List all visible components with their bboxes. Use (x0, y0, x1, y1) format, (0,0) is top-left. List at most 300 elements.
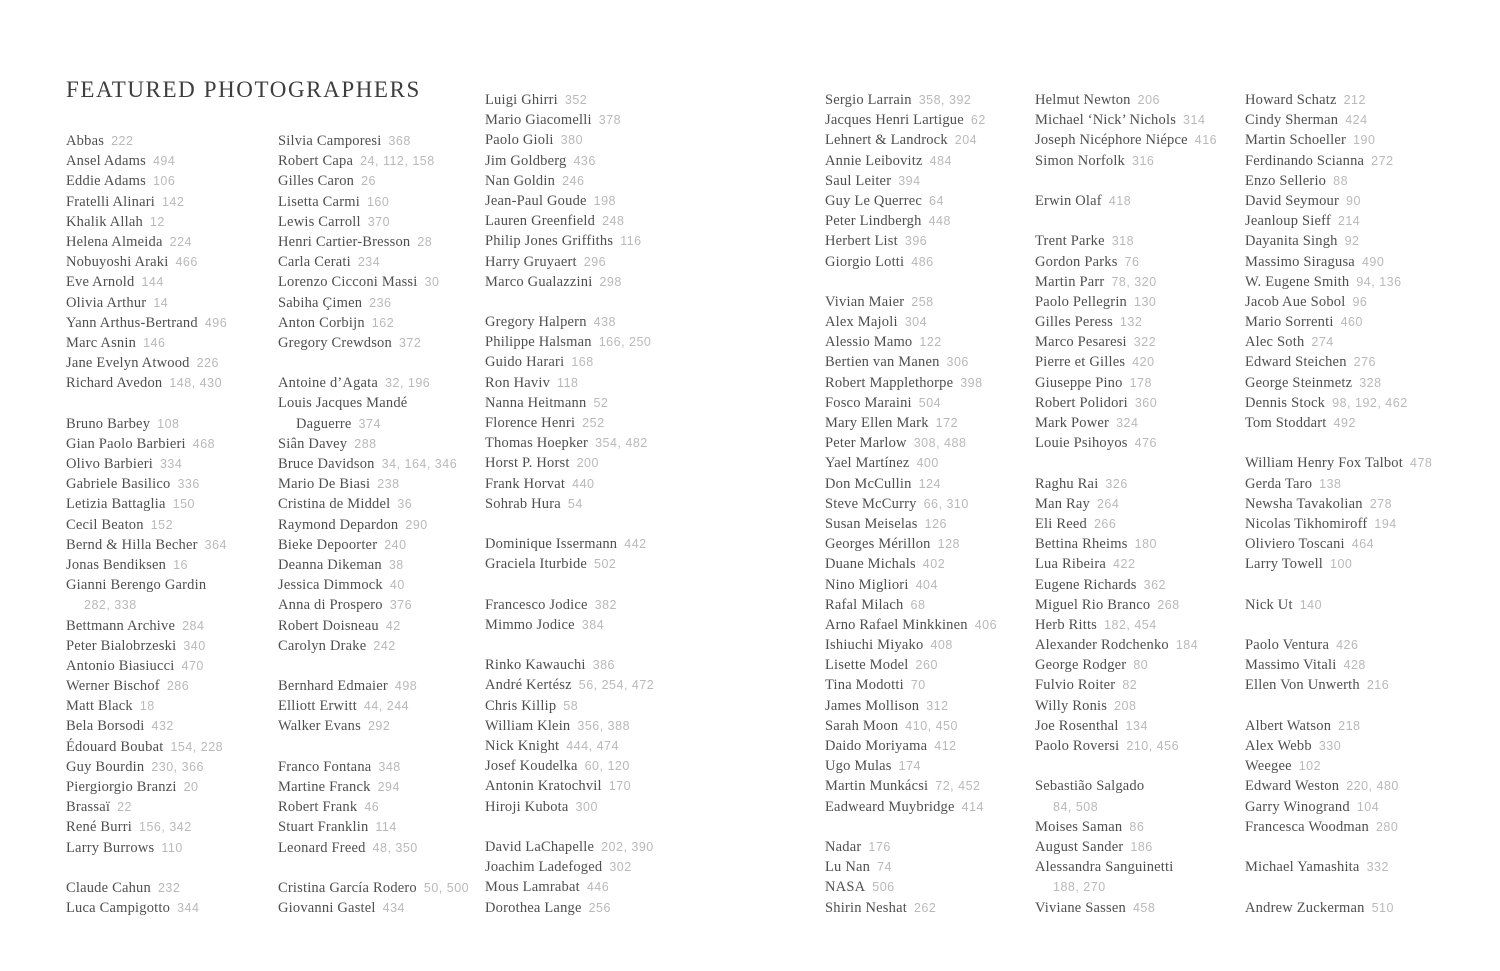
index-entry (485, 90, 654, 110)
page-numbers: 60, 120 (584, 759, 630, 774)
index-entry (1035, 716, 1217, 736)
page-numbers: 234 (357, 255, 381, 270)
index-entry (1245, 534, 1432, 554)
index-entry (485, 898, 654, 918)
page-numbers: 178 (1129, 375, 1152, 390)
page-numbers: 72, 452 (935, 779, 981, 794)
photographer-name: Massimo Siragusa (1245, 253, 1355, 270)
page-numbers: 406 (974, 617, 998, 632)
index-entry (278, 757, 469, 777)
page-numbers: 96 (1352, 294, 1368, 309)
page-numbers: 368 (388, 134, 411, 148)
page-numbers: 94, 136 (1356, 274, 1402, 289)
index-entry (825, 413, 997, 433)
index-entry (66, 454, 227, 474)
photographer-name: Gerda Taro (1245, 475, 1313, 492)
page-numbers: 278 (1369, 496, 1393, 511)
page-numbers: 470 (181, 658, 204, 673)
index-entry (1245, 332, 1432, 352)
index-entry (66, 192, 227, 212)
index-entry (66, 757, 227, 777)
photographer-name: Joseph Nicéphore Niépce (1035, 132, 1188, 149)
page-numbers: 34, 164, 346 (381, 457, 458, 471)
page-numbers: 336 (177, 477, 200, 492)
page-numbers: 492 (1333, 416, 1356, 430)
page-numbers: 404 (915, 577, 938, 592)
alphabet-group (66, 131, 227, 393)
photographer-name: Anton Corbijn (278, 314, 365, 331)
page-numbers: 222 (111, 134, 134, 148)
photographer-name: Sohrab Hura (485, 495, 561, 512)
page-numbers: 468 (192, 436, 216, 451)
photographer-name: Cristina García Rodero (278, 879, 417, 896)
photographer-name: Enzo Sellerio (1245, 172, 1327, 189)
page-numbers: 440 (572, 476, 595, 491)
index-entry (1245, 474, 1432, 494)
page-numbers: 272 (1371, 153, 1394, 168)
index-entry (825, 655, 997, 675)
photographer-name: Viviane Sassen (1035, 899, 1126, 916)
page-numbers: 396 (904, 234, 928, 249)
page-numbers: 180 (1134, 537, 1157, 552)
index-entry (1245, 675, 1432, 695)
index-entry (825, 90, 997, 110)
index-entry (66, 252, 227, 272)
page-numbers: 354, 482 (595, 436, 648, 451)
page-numbers: 496 (204, 315, 228, 330)
index-entry (485, 130, 654, 150)
photographer-name: Eadweard Muybridge (825, 798, 955, 815)
page-numbers: 230, 366 (151, 759, 204, 774)
photographer-name: Joachim Ladefoged (485, 859, 603, 876)
index-entry (66, 777, 227, 797)
index-entry (1245, 736, 1432, 756)
index-entry (1035, 534, 1217, 554)
photographer-name: Dominique Issermann (485, 536, 618, 553)
photographer-name: Eddie Adams (66, 173, 146, 190)
photographer-name: Willy Ronis (1035, 697, 1108, 714)
photographer-name: Bruce Davidson (278, 456, 375, 472)
index-entry (825, 877, 997, 897)
page-numbers: 386 (592, 658, 616, 673)
photographer-name: Fosco Maraini (825, 394, 912, 411)
photographer-name: William Klein (485, 717, 571, 734)
photographer-name: Giorgio Lotti (825, 253, 905, 270)
page-numbers: 188, 270 (1053, 880, 1106, 895)
page-numbers: 256 (588, 900, 611, 915)
index-entry (66, 353, 227, 373)
page-numbers: 242 (373, 638, 396, 653)
photographer-name: Louie Psihoyos (1035, 435, 1128, 452)
photographer-name: George Steinmetz (1245, 374, 1353, 391)
photographer-name: Gian Paolo Barbieri (66, 435, 186, 452)
index-entry (278, 878, 469, 898)
page-numbers: 432 (151, 719, 174, 734)
photographer-name: Jessica Dimmock (278, 577, 383, 594)
page-numbers: 186 (1130, 839, 1153, 854)
photographer-name: Fulvio Roiter (1035, 677, 1116, 694)
page-numbers: 108 (157, 416, 180, 431)
page-numbers: 330 (1318, 739, 1342, 753)
photographer-name: Alex Majoli (825, 314, 898, 331)
index-entry (278, 817, 469, 837)
photographer-name: Bela Borsodi (66, 718, 145, 735)
page-numbers: 216 (1366, 678, 1390, 693)
photographer-name: Bettina Rheims (1035, 536, 1128, 553)
index-entry (825, 675, 997, 695)
page-numbers: 260 (915, 658, 938, 673)
page-numbers: 356, 388 (577, 718, 631, 733)
photographer-name: Eli Reed (1035, 515, 1087, 532)
page-numbers: 306 (946, 355, 969, 370)
alphabet-group (825, 837, 997, 918)
photographer-name: Dennis Stock (1245, 394, 1326, 411)
page-numbers: 292 (367, 719, 391, 734)
index-entry (278, 232, 469, 252)
photographer-name: Hiroji Kubota (485, 798, 569, 815)
page-numbers: 374 (358, 416, 381, 431)
page-numbers: 122 (919, 335, 942, 350)
photographer-name: Louis Jacques Mandé (278, 395, 408, 412)
index-entry (825, 898, 997, 918)
photographer-name: Martin Schoeller (1245, 132, 1347, 149)
index-entry (278, 454, 469, 474)
page-numbers: 416 (1194, 133, 1218, 148)
photographer-name: Guy Bourdin (66, 758, 145, 775)
page-numbers: 332 (1366, 860, 1389, 875)
index-entry (278, 393, 469, 433)
photographer-name: Weegee (1245, 758, 1292, 775)
index-column-4 (825, 90, 997, 938)
photographer-name: Abbas (66, 133, 105, 149)
page-numbers: 312 (926, 698, 949, 713)
index-entry (278, 313, 469, 333)
alphabet-group (1245, 857, 1432, 877)
index-entry (1035, 130, 1217, 150)
index-entry (66, 555, 227, 575)
index-entry (66, 131, 227, 151)
photographer-name: Edward Weston (1245, 778, 1340, 795)
photographer-name: Helena Almeida (66, 233, 163, 250)
photographer-name: Peter Bialobrzeski (66, 637, 177, 654)
page-numbers: 214 (1337, 214, 1361, 229)
photographer-name: Carla Cerati (278, 254, 351, 271)
page-numbers: 394 (898, 173, 921, 188)
photographer-name: Vivian Maier (825, 293, 905, 310)
page-numbers: 264 (1096, 496, 1120, 511)
index-entry (825, 151, 997, 171)
alphabet-group (1035, 776, 1217, 917)
photographer-name: Raghu Rai (1035, 475, 1099, 492)
photographer-name: Gregory Halpern (485, 314, 587, 331)
index-entry (485, 171, 654, 191)
photographer-name: George Rodger (1035, 657, 1127, 674)
photographer-name: Nick Ut (1245, 596, 1293, 613)
index-entry (278, 797, 469, 817)
page-numbers: 352 (564, 93, 588, 107)
index-entry (278, 555, 469, 575)
page-numbers: 138 (1319, 476, 1342, 491)
photographer-name: Steve McCurry (825, 495, 917, 512)
page-numbers: 478 (1410, 456, 1433, 471)
page-numbers: 100 (1330, 557, 1353, 572)
photographer-name: Dorothea Lange (485, 899, 582, 916)
page-numbers: 252 (582, 416, 605, 430)
page-numbers: 28 (417, 234, 433, 249)
index-entry (1035, 514, 1217, 534)
index-entry (1245, 252, 1432, 272)
photographer-name: Lisetta Carmi (278, 193, 360, 210)
photographer-name: Horst P. Horst (485, 455, 570, 472)
page-numbers: 202, 390 (601, 839, 654, 854)
page-numbers: 154, 228 (170, 739, 224, 754)
photographer-name: Piergiorgio Branzi (66, 779, 177, 795)
photographer-name: Michael Yamashita (1245, 859, 1360, 876)
index-entry (485, 352, 654, 372)
photographer-name: Rafal Milach (825, 596, 904, 613)
index-entry (278, 777, 469, 797)
alphabet-group (278, 676, 469, 737)
page-numbers: 296 (583, 254, 607, 269)
page-numbers: 78, 320 (1111, 274, 1157, 289)
index-entry (1245, 272, 1432, 292)
photographer-name: NASA (825, 879, 866, 896)
index-entry (1035, 292, 1217, 312)
photographer-name: Ferdinando Scianna (1245, 152, 1365, 169)
photographer-name: Jacques Henri Lartigue (825, 112, 964, 129)
index-entry (485, 252, 654, 272)
photographer-name: Marco Pesaresi (1035, 334, 1127, 351)
index-entry (1035, 857, 1217, 897)
index-entry (1245, 393, 1432, 413)
photographer-name: Lu Nan (825, 859, 871, 876)
index-entry (1035, 231, 1217, 251)
page-numbers: 80 (1133, 658, 1149, 673)
page-numbers: 76 (1124, 254, 1140, 269)
page-numbers: 194 (1374, 516, 1397, 531)
index-entry (1035, 252, 1217, 272)
photographer-name: August Sander (1035, 838, 1124, 855)
index-entry (1035, 575, 1217, 595)
index-entry (825, 837, 997, 857)
index-entry (485, 756, 654, 776)
photographer-name: Antoine d’Agata (278, 375, 379, 392)
index-entry (66, 636, 227, 656)
page-numbers: 152 (150, 517, 174, 532)
page-numbers: 170 (608, 779, 632, 794)
index-entry (66, 414, 227, 434)
alphabet-group (1245, 595, 1432, 615)
alphabet-group (278, 373, 469, 656)
photographer-name: Andrew Zuckerman (1245, 899, 1365, 916)
page-numbers: 92 (1344, 234, 1360, 249)
index-entry (1035, 655, 1217, 675)
photographer-name: Harry Gruyaert (485, 253, 577, 270)
photographer-name: Richard Avedon (66, 375, 163, 392)
alphabet-group (485, 837, 654, 918)
index-entry (1035, 736, 1217, 756)
photographer-name: Massimo Vitali (1245, 657, 1337, 674)
page-numbers: 412 (934, 739, 957, 753)
page-numbers: 444, 474 (566, 739, 619, 753)
photographer-name: Miguel Rio Branco (1035, 596, 1151, 613)
index-entry (485, 615, 654, 635)
photographer-name: Ugo Mulas (825, 758, 892, 775)
page-numbers: 166, 250 (598, 335, 652, 350)
index-entry (825, 453, 997, 473)
index-entry (485, 554, 654, 574)
page-numbers: 288 (354, 436, 377, 451)
photographer-name: André Kertész (485, 677, 572, 694)
page-numbers: 224 (169, 234, 192, 249)
index-entry (485, 797, 654, 817)
index-entry (1035, 615, 1217, 635)
index-entry (66, 474, 227, 494)
index-entry (66, 272, 227, 292)
photographer-name: Mous Lamrabat (485, 879, 580, 896)
photographer-name: Deanna Dikeman (278, 556, 382, 573)
index-entry (1245, 716, 1432, 736)
photographer-name: Jeanloup Sieff (1245, 213, 1331, 230)
page-numbers: 206 (1137, 93, 1160, 107)
page-numbers: 106 (152, 174, 176, 189)
page-numbers: 116 (620, 234, 642, 249)
photographer-name: Antonio Biasiucci (66, 657, 175, 674)
page-numbers: 258 (911, 294, 934, 309)
index-entry (278, 898, 469, 918)
index-entry (1035, 272, 1217, 292)
index-entry (1245, 857, 1432, 877)
page-numbers: 280 (1375, 819, 1399, 834)
page-numbers: 498 (394, 679, 418, 694)
page-numbers: 510 (1371, 900, 1394, 915)
photographer-name: Nino Migliori (825, 576, 909, 593)
photographer-name: Francesco Jodice (485, 596, 588, 613)
photographer-name: Cristina de Middel (278, 496, 391, 513)
page-numbers: 506 (872, 880, 895, 895)
page-numbers: 294 (377, 780, 400, 794)
alphabet-group (825, 292, 997, 817)
photographer-name: Larry Burrows (66, 839, 155, 856)
photographer-name: Frank Horvat (485, 475, 566, 492)
photographer-name: Peter Marlow (825, 435, 907, 452)
photographer-name: Gianni Berengo Gardin (66, 577, 207, 594)
page-numbers: 176 (868, 839, 891, 854)
alphabet-group (485, 534, 654, 574)
photographer-name: Stuart Franklin (278, 819, 369, 836)
page-numbers: 378 (598, 113, 622, 128)
index-entry (278, 151, 469, 171)
photographer-name: Mimmo Jodice (485, 616, 575, 633)
photographer-name: Matt Black (66, 698, 133, 715)
photographer-name: Rinko Kawauchi (485, 657, 586, 674)
page-numbers: 402 (922, 557, 946, 572)
photographer-name: Ron Haviv (485, 374, 551, 391)
photographer-name: Jacob Aue Sobol (1245, 293, 1346, 310)
index-entry (1245, 292, 1432, 312)
index-entry (278, 333, 469, 353)
index-entry (66, 616, 227, 636)
index-entry (825, 312, 997, 332)
photographer-name: Paolo Gioli (485, 132, 554, 149)
photographer-name: Bieke Depoorter (278, 536, 378, 553)
index-column-5 (1035, 90, 1217, 938)
index-entry (1245, 453, 1432, 473)
index-entry (1245, 110, 1432, 130)
index-entry (66, 535, 227, 555)
photographer-name: Philippe Halsman (485, 334, 592, 351)
alphabet-group (1035, 90, 1217, 171)
page-numbers: 376 (389, 598, 413, 613)
index-entry (66, 878, 227, 898)
page-numbers: 128 (937, 537, 960, 552)
photographer-name-continued: Daguerre (296, 415, 352, 432)
photographer-name: Luigi Ghirri (485, 92, 558, 108)
index-entry (825, 554, 997, 574)
photographer-name: Eugene Richards (1035, 576, 1137, 593)
index-entry (1245, 211, 1432, 231)
page-numbers: 446 (586, 880, 610, 895)
page-numbers: 372 (398, 335, 422, 350)
photographer-name: Lua Ribeira (1035, 556, 1107, 573)
page-numbers: 30 (424, 275, 440, 290)
alphabet-group (485, 655, 654, 817)
index-entry (1245, 191, 1432, 211)
photographer-name: Mark Power (1035, 415, 1110, 431)
index-entry (278, 616, 469, 636)
photographer-name: Thomas Hoepker (485, 435, 589, 452)
page-numbers: 212 (1343, 93, 1366, 107)
index-entry (278, 535, 469, 555)
page-numbers: 12 (149, 214, 165, 229)
index-entry (278, 515, 469, 535)
photographer-name: Giuseppe Pino (1035, 374, 1123, 391)
page-numbers: 54 (567, 496, 583, 511)
index-entry (1035, 635, 1217, 655)
index-entry (1245, 514, 1432, 534)
page-numbers: 150 (172, 497, 195, 512)
photographer-name: Robert Doisneau (278, 617, 379, 634)
index-entry (66, 716, 227, 736)
photographer-name: Joe Rosenthal (1035, 717, 1119, 734)
photographer-name: Howard Schatz (1245, 92, 1337, 108)
photographer-name: Newsha Tavakolian (1245, 495, 1363, 512)
photographer-name: Eve Arnold (66, 274, 135, 291)
photographer-name: Edward Steichen (1245, 354, 1347, 371)
page-numbers: 434 (382, 901, 405, 916)
index-entry (278, 676, 469, 696)
page-numbers: 362 (1143, 577, 1167, 592)
page-numbers: 486 (911, 254, 934, 269)
photographer-name: Gilles Caron (278, 173, 355, 190)
page-numbers: 20 (183, 780, 199, 794)
index-entry (1035, 110, 1217, 130)
page-numbers: 290 (405, 517, 428, 532)
page-numbers: 408 (930, 638, 953, 653)
index-entry (1245, 151, 1432, 171)
photographer-name: Dayanita Singh (1245, 233, 1338, 250)
page-numbers: 36 (397, 497, 413, 512)
page-numbers: 370 (367, 214, 391, 229)
photographer-name: Mario Sorrenti (1245, 314, 1334, 331)
index-column-6 (1245, 90, 1432, 938)
page-numbers: 326 (1105, 476, 1128, 491)
page-numbers: 304 (904, 315, 928, 330)
index-entry (825, 393, 997, 413)
page-numbers: 98, 192, 462 (1332, 395, 1408, 410)
photographer-name: Shirin Neshat (825, 899, 907, 916)
page-numbers: 340 (183, 638, 206, 653)
